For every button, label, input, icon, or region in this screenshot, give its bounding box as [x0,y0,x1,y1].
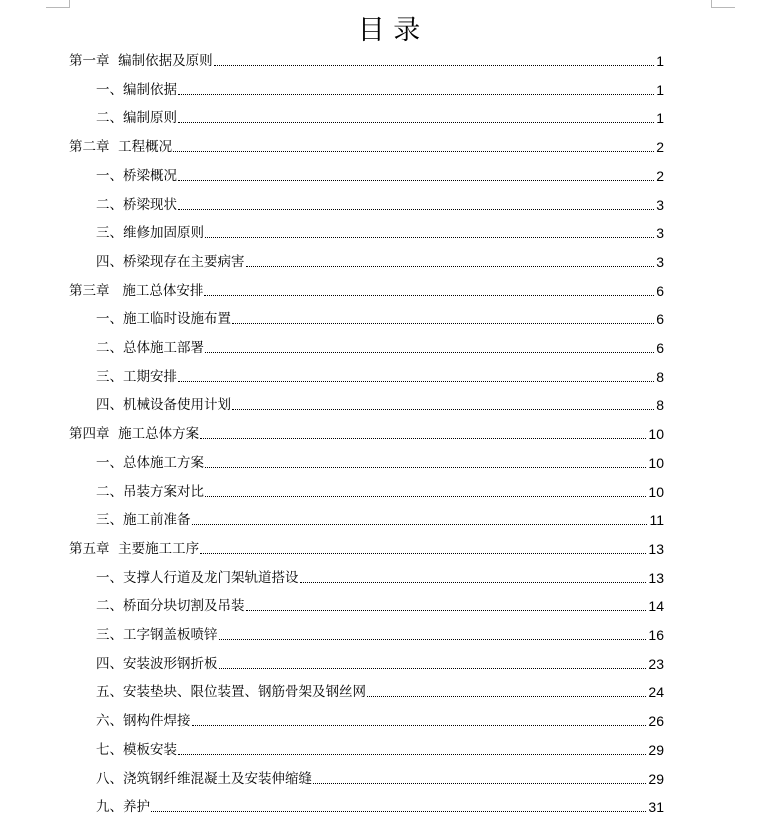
toc-page-number: 2 [656,139,664,156]
toc-section-entry[interactable] [96,740,664,760]
toc-dot-leader [205,467,646,468]
toc-section-entry[interactable] [96,568,664,588]
toc-dot-leader [178,381,654,382]
toc-page-number: 3 [656,253,664,270]
toc-section-entry[interactable] [96,482,664,502]
toc-entry-label: 一、支撑人行道及龙门架轨道搭设 [96,569,299,586]
toc-entry-label: 三、工字钢盖板喷锌 [96,627,218,643]
toc-entry-label: 第三章 施工总体安排 [69,282,204,299]
toc-dot-leader [204,295,654,296]
toc-dot-leader [367,696,646,697]
toc-entry-label: 三、施工前准备 [96,512,191,529]
toc-dot-leader [246,610,647,611]
toc-dot-leader [192,725,647,726]
toc-page-number: 1 [656,81,664,98]
toc-entry-label: 第四章 施工总体方案 [69,426,200,443]
toc-page-number: 6 [656,311,664,328]
toc-dot-leader [192,524,648,525]
toc-entry-label: 八、浇筑钢纤维混凝土及安装伸缩缝 [96,770,312,787]
toc-dot-leader [214,65,655,66]
toc-entry-label: 五、安装垫块、限位装置、钢筋骨架及钢丝网 [96,684,366,701]
toc-dot-leader [178,122,654,123]
toc-entry-label: 一、桥梁概况 [96,167,177,184]
toc-section-entry[interactable] [96,395,664,415]
toc-entry-label: 七、模板安装 [96,741,177,758]
toc-dot-leader [173,151,654,152]
toc-entry-label: 三、维修加固原则 [96,225,204,242]
toc-section-entry[interactable] [96,309,664,329]
toc-entry-label: 二、总体施工部署 [96,340,204,356]
toc-entry-label: 二、桥梁现状 [96,196,177,213]
toc-page-number: 6 [656,282,664,299]
toc-entry-label: 第五章 主要施工工序 [69,540,200,557]
toc-page-number: 29 [648,770,664,787]
toc-entry-label: 一、编制依据 [96,81,177,98]
toc-section-entry[interactable] [96,711,664,731]
toc-section-entry[interactable] [96,625,664,645]
toc-chapter-entry[interactable] [69,281,664,301]
toc-page-number: 29 [648,741,664,758]
toc-dot-leader [232,409,654,410]
toc-section-entry[interactable] [96,108,664,128]
toc-page-number: 11 [649,512,664,529]
toc-dot-leader [232,323,654,324]
toc-page-number: 1 [656,110,664,127]
toc-dot-leader [200,553,646,554]
toc-entry-label: 二、编制原则 [96,110,177,127]
toc-dot-leader [219,668,647,669]
toc-page-number: 6 [656,340,664,356]
toc-page-number: 8 [656,397,664,414]
toc-section-entry[interactable] [96,769,664,789]
toc-entry-label: 四、桥梁现存在主要病害 [96,253,245,270]
toc-page-number: 3 [656,225,664,242]
toc-page-number: 24 [648,684,664,701]
toc-section-entry[interactable] [96,654,664,674]
toc-chapter-entry[interactable] [69,51,664,71]
toc-section-entry[interactable] [96,195,664,215]
toc-dot-leader [151,811,646,812]
toc-dot-leader [205,237,654,238]
toc-chapter-entry[interactable] [69,137,664,157]
toc-page-number: 26 [648,713,664,730]
toc-page-number: 8 [656,368,664,385]
toc-chapter-entry[interactable] [69,539,664,559]
toc-entry-label: 一、施工临时设施布置 [96,311,231,328]
toc-chapter-entry[interactable] [69,424,664,444]
toc-section-entry[interactable] [96,223,664,243]
toc-section-entry[interactable] [96,252,664,272]
toc-entry-label: 六、钢构件焊接 [96,713,191,730]
toc-page-number: 13 [648,569,664,586]
toc-page-number: 16 [648,627,664,643]
toc-dot-leader [246,266,655,267]
toc-page-number: 1 [656,53,664,69]
toc-section-entry[interactable] [96,80,664,100]
toc-section-entry[interactable] [96,453,664,473]
toc-entry-label: 第二章 工程概况 [69,139,173,156]
crop-mark-top-left [69,0,70,8]
toc-title: 目 录 [357,15,421,46]
toc-entry-label: 三、工期安排 [96,368,177,385]
toc-dot-leader [313,783,646,784]
toc-page-number: 10 [648,454,664,471]
toc-section-entry[interactable] [96,367,664,387]
toc-entry-label: 第一章 编制依据及原则 [69,53,213,69]
toc-dot-leader [178,180,654,181]
toc-dot-leader [178,754,646,755]
toc-page-number: 3 [656,196,664,213]
toc-page-number: 23 [648,655,664,672]
toc-section-entry[interactable] [96,797,664,817]
toc-entry-label: 二、桥面分块切割及吊装 [96,598,245,615]
toc-entry-label: 四、机械设备使用计划 [96,397,231,414]
toc-dot-leader [205,352,654,353]
toc-dot-leader [219,639,647,640]
toc-section-entry[interactable] [96,338,664,358]
toc-entry-label: 二、吊装方案对比 [96,483,204,500]
crop-mark-top-right [711,0,712,8]
toc-dot-leader [178,209,654,210]
toc-entry-label: 一、总体施工方案 [96,454,204,471]
toc-entry-label: 四、安装波形钢折板 [96,655,218,672]
toc-section-entry[interactable] [96,596,664,616]
toc-entry-label: 九、养护 [96,799,150,816]
toc-dot-leader [200,438,646,439]
toc-page-number: 13 [648,540,664,557]
toc-page-number: 2 [656,167,664,184]
toc-section-entry[interactable] [96,682,664,702]
toc-page-number: 14 [648,598,664,615]
toc-dot-leader [300,582,647,583]
toc-dot-leader [178,94,654,95]
toc-dot-leader [205,496,646,497]
toc-page-number: 31 [648,799,664,816]
toc-section-entry[interactable] [96,510,664,530]
toc-section-entry[interactable] [96,166,664,186]
toc-page-number: 10 [648,426,664,443]
toc-page-number: 10 [648,483,664,500]
